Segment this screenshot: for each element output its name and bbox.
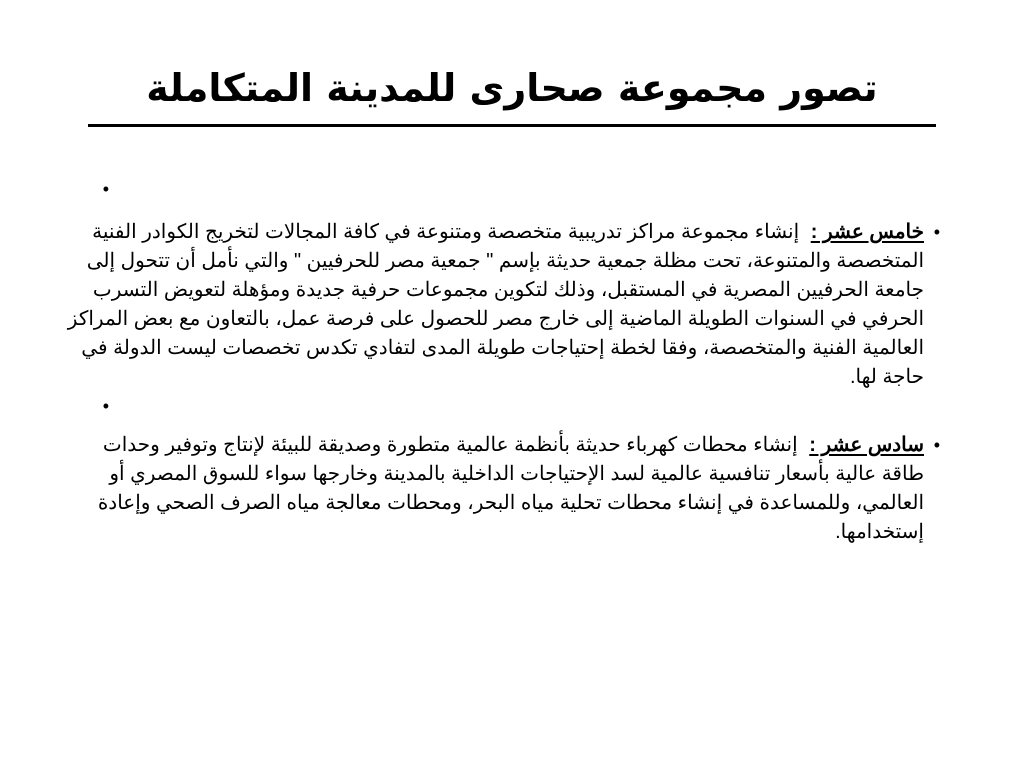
bullet-item-15 bbox=[60, 218, 940, 392]
title-underline bbox=[88, 124, 936, 127]
slide-title: تصور مجموعة صحارى للمدينة المتكاملة bbox=[146, 66, 878, 110]
item-text: إنشاء محطات كهرباء حديثة بأنظمة عالمية متطورة وصديقة للبيئة لإنتاج وتوفير وحدات طاقة عالية بأسعار تنافسية عالمية لسد الإحتياجات الداخلية بالمدينة وخارجها سواء للسوق المصري أو العالمي، وللمساعدة في إنشاء محطات تحلية مياه البحر، ومحطات معالجة مياه الصرف الصحي وإعادة إستخدامها. bbox=[97, 434, 924, 543]
bullet-icon: • bbox=[102, 396, 109, 416]
bullet-icon: • bbox=[933, 222, 940, 242]
empty-bullet-item bbox=[60, 175, 924, 210]
item-heading: سادس عشر : bbox=[809, 434, 924, 456]
bullet-icon: • bbox=[933, 435, 940, 455]
bullet-icon: • bbox=[102, 179, 109, 199]
item-text: إنشاء مجموعة مراكز تدريبية متخصصة ومتنوعة في كافة المجالات لتخريج الكوادر الفنية المتخصصة والمتنوعة، تحت مظلة جمعية حديثة بإسم " جمعية مصر للحرفيين " والتي نأمل أن تتحول إلى جامعة الحرفيين المصرية في المستقبل، وذلك لتكوين مجموعات حرفية جديدة ومؤهلة لتعويض التسرب الحرفي في السنوات الطويلة الماضية إلى خارج مصر للحصول على فرصة عمل، بالتعاون مع بعض المراكز العالمية الفنية والمتخصصة، وفقا لخطة إحتياجات طويلة المدى لتفادي تكدس تخصصات ليست الدولة في حاجة لها. bbox=[67, 221, 924, 388]
empty-bullet-item bbox=[60, 392, 924, 427]
slide-content bbox=[60, 175, 940, 547]
bullet-item-16 bbox=[60, 431, 940, 547]
item-heading: خامس عشر : bbox=[810, 221, 924, 243]
title-container bbox=[88, 58, 936, 118]
